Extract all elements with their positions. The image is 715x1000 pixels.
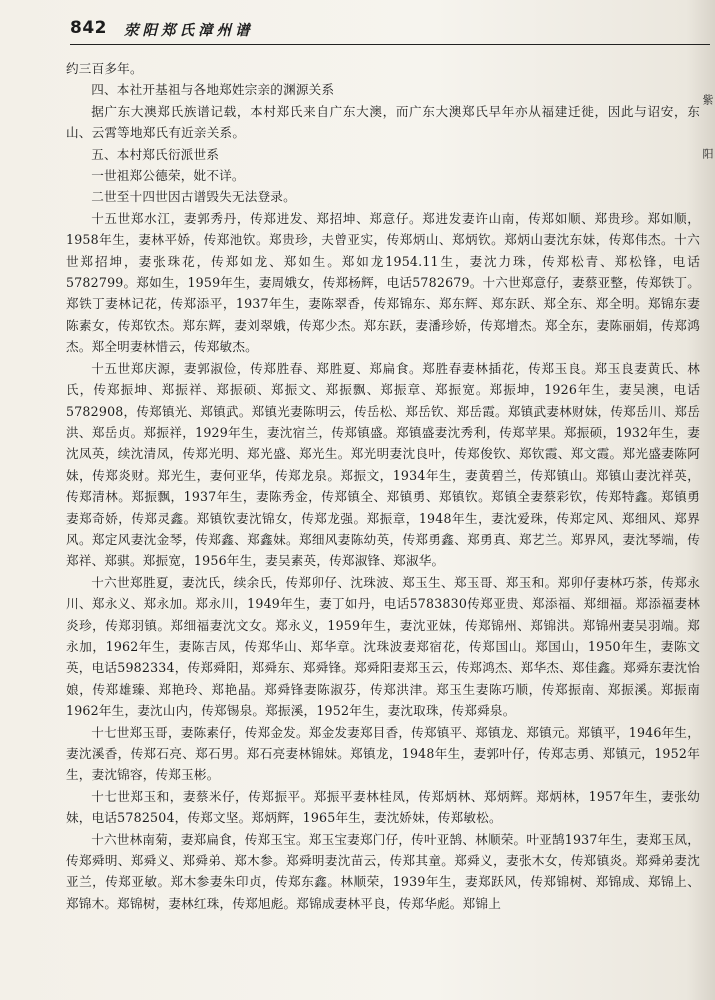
page-header [70, 14, 710, 45]
section-heading: 四、本社开基祖与各地郑姓宗亲的渊源关系 [91, 82, 335, 98]
section-heading: 五、本村郑氏衍派世系 [91, 146, 220, 162]
genealogy-paragraph: 十六世林南菊，妻郑扁食，传郑玉宝。郑玉宝妻郑门仔，传叶亚鹄、林顺荣。叶亚鹄1937年生，妻郑玉凤，传郑舜明、郑舜义、郑舜弟、郑木参。郑舜明妻沈苗云，传郑其童。郑舜义，妻张木女，传郑镇炎。郑舜弟妻沈亚兰，传郑亚敏。郑木参妻朱印贞，传郑东鑫。林顺荣，1939年生，妻郑跃风，传郑锦树、郑锦成、郑锦上、郑锦木。郑锦树，妻林红珠，传郑旭彪。郑锦成妻林平良，传郑华彪。郑锦上 [66, 831, 700, 911]
genealogy-paragraph: 十五世郑水江，妻郭秀丹，传郑进发、郑招坤、郑意仔。郑进发妻许山南，传郑如顺、郑贵珍。郑如顺，1958年生，妻林平娇，传郑池钦。郑贵珍，夫曾亚实，传郑炳山、郑炳钦。郑炳山妻沈东妹，传郑伟杰。十六世郑招坤，妻张珠花，传郑如龙、郑如生。郑如龙1954.11生，妻沈力珠，传郑松青、郑松锋，电话5782799。郑如生，1959年生，妻周娥女，传郑杨辉，电话5782679。十六世郑意仔，妻蔡亚整，传郑铁丁。郑铁丁妻林记花，传郑添平，1937年生，妻陈翠香，传郑锦东、郑东辉、郑东跃、郑全东、郑全明。郑锦东妻陈素女，传郑钦杰。郑东辉，妻刘翠娥，传郑少杰。郑东跃，妻潘珍娇，传郑增杰。郑全东，妻陈丽娟，传郑鸿杰。郑全明妻林惜云，传郑敏杰。 [66, 210, 700, 355]
margin-fragment: 紫 [701, 94, 714, 105]
body-text [66, 58, 700, 914]
paragraph: 据广东大澳郑氏族谱记载，本村郑氏来自广东大澳，而广东大澳郑氏早年亦从福建迁徙，因此与诏安，东山、云霄等地郑氏有近亲关系。 [66, 103, 700, 141]
page-number: 842 [70, 18, 107, 38]
genealogy-paragraph: 十六世郑胜夏，妻沈氏，续余氏，传郑卯仔、沈珠波、郑玉生、郑玉哥、郑玉和。郑卯仔妻林巧茶，传郑永川、郑永义、郑永加。郑永川，1949年生，妻丁如丹，电话5783830传郑亚贵、郑添福、郑细福。郑添福妻林炎珍，传郑羽镇。郑细福妻沈文女。郑永义，1959年生，妻沈亚妹，传郑锦州、郑锦洪。郑锦州妻吴羽端。郑永加，1962年生，妻陈吉凤，传郑华山、郑华章。沈珠波妻郑宿花，传郑国山。郑国山，1950年生，妻陈文英，电话5982334，传郑舜阳，郑舜东、郑舜锋。郑舜阳妻郑玉云，传郑鸿杰、郑华杰、郑佳鑫。郑舜东妻沈怡娘，传郑雄臻、郑艳玲、郑艳晶。郑舜锋妻陈淑芬，传郑洪津。郑玉生妻陈巧顺，传郑振南、郑振溪。郑振南1962年生，妻沈山内，传郑锡泉。郑振溪，1952年生，妻沈取珠，传郑舜泉。 [66, 574, 700, 719]
paragraph: 约三百多年。 [66, 61, 143, 76]
running-title: 荥阳郑氏漳州谱 [124, 22, 254, 39]
genealogy-paragraph: 十七世郑玉和，妻蔡米仔，传郑振平。郑振平妻林桂凤，传郑炳林、郑炳辉。郑炳林，1957年生，妻张幼妹，电话5782504，传郑文坚。郑炳辉，1965年生，妻沈娇妹，传郑敏松。 [66, 788, 700, 826]
genealogy-paragraph: 十五世郑庆源，妻郭淑俭，传郑胜春、郑胜夏、郑扁食。郑胜春妻林插花，传郑玉良。郑玉良妻黄氏、林氏，传郑振坤、郑振祥、郑振硕、郑振文、郑振飘、郑振章、郑振宽。郑振坤，1926年生，妻吴澳，电话5782908，传郑镇光、郑镇武。郑镇光妻陈明云，传岳松、郑岳钦、郑岳霞。郑镇武妻林财妹，传郑岳川、郑岳洪、郑岳贞。郑振祥，1929年生，妻沈宿兰，传郑镇盛。郑镇盛妻沈秀利，传郑苹果。郑振硕，1932年生，妻沈凤英，续沈清凤，传郑光明、郑光盛、郑光生。郑光明妻沈良叶，传郑俊钦、郑钦霞、郑文霞。郑光盛妻陈阿妹，传郑炎财。郑光生，妻何亚华，传郑龙泉。郑振文，1934年生，妻黄碧兰，传郑镇山。郑镇山妻沈祥英，传郑清林。郑振飘，1937年生，妻陈秀金，传郑镇全、郑镇勇、郑镇钦。郑镇全妻蔡彩钦，传郑特鑫。郑镇勇妻郑奇娇，传郑灵鑫。郑镇钦妻沈锦女，传郑龙强。郑振章，1948年生，妻沈爱珠，传郑定风、郑细风、郑界风。郑定风妻沈金琴，传郑鑫、郑鑫妹。郑细风妻陈幼英，传郑勇鑫、郑勇真、郑艺兰。郑界风，妻沈琴端，传郑祥、郑骐。郑振宽，1956年生，妻吴素英，传郑淑锋、郑淑华。 [66, 360, 700, 569]
margin-fragment: 阳 [701, 148, 714, 159]
paragraph: 二世至十四世因古谱毁失无法登录。 [91, 189, 296, 205]
genealogy-paragraph: 十七世郑玉哥，妻陈素仔，传郑金发。郑金发妻郑目香，传郑镇平、郑镇龙、郑镇元。郑镇平，1946年生，妻沈溪香，传郑石亮、郑石男。郑石亮妻林锦妹。郑镇龙，1948年生，妻郭叶仔，传郑志勇、郑镇元，1952年生，妻沈锦容，传郑玉彬。 [66, 724, 700, 783]
paragraph: 一世祖郑公德荣，妣不详。 [91, 168, 245, 184]
